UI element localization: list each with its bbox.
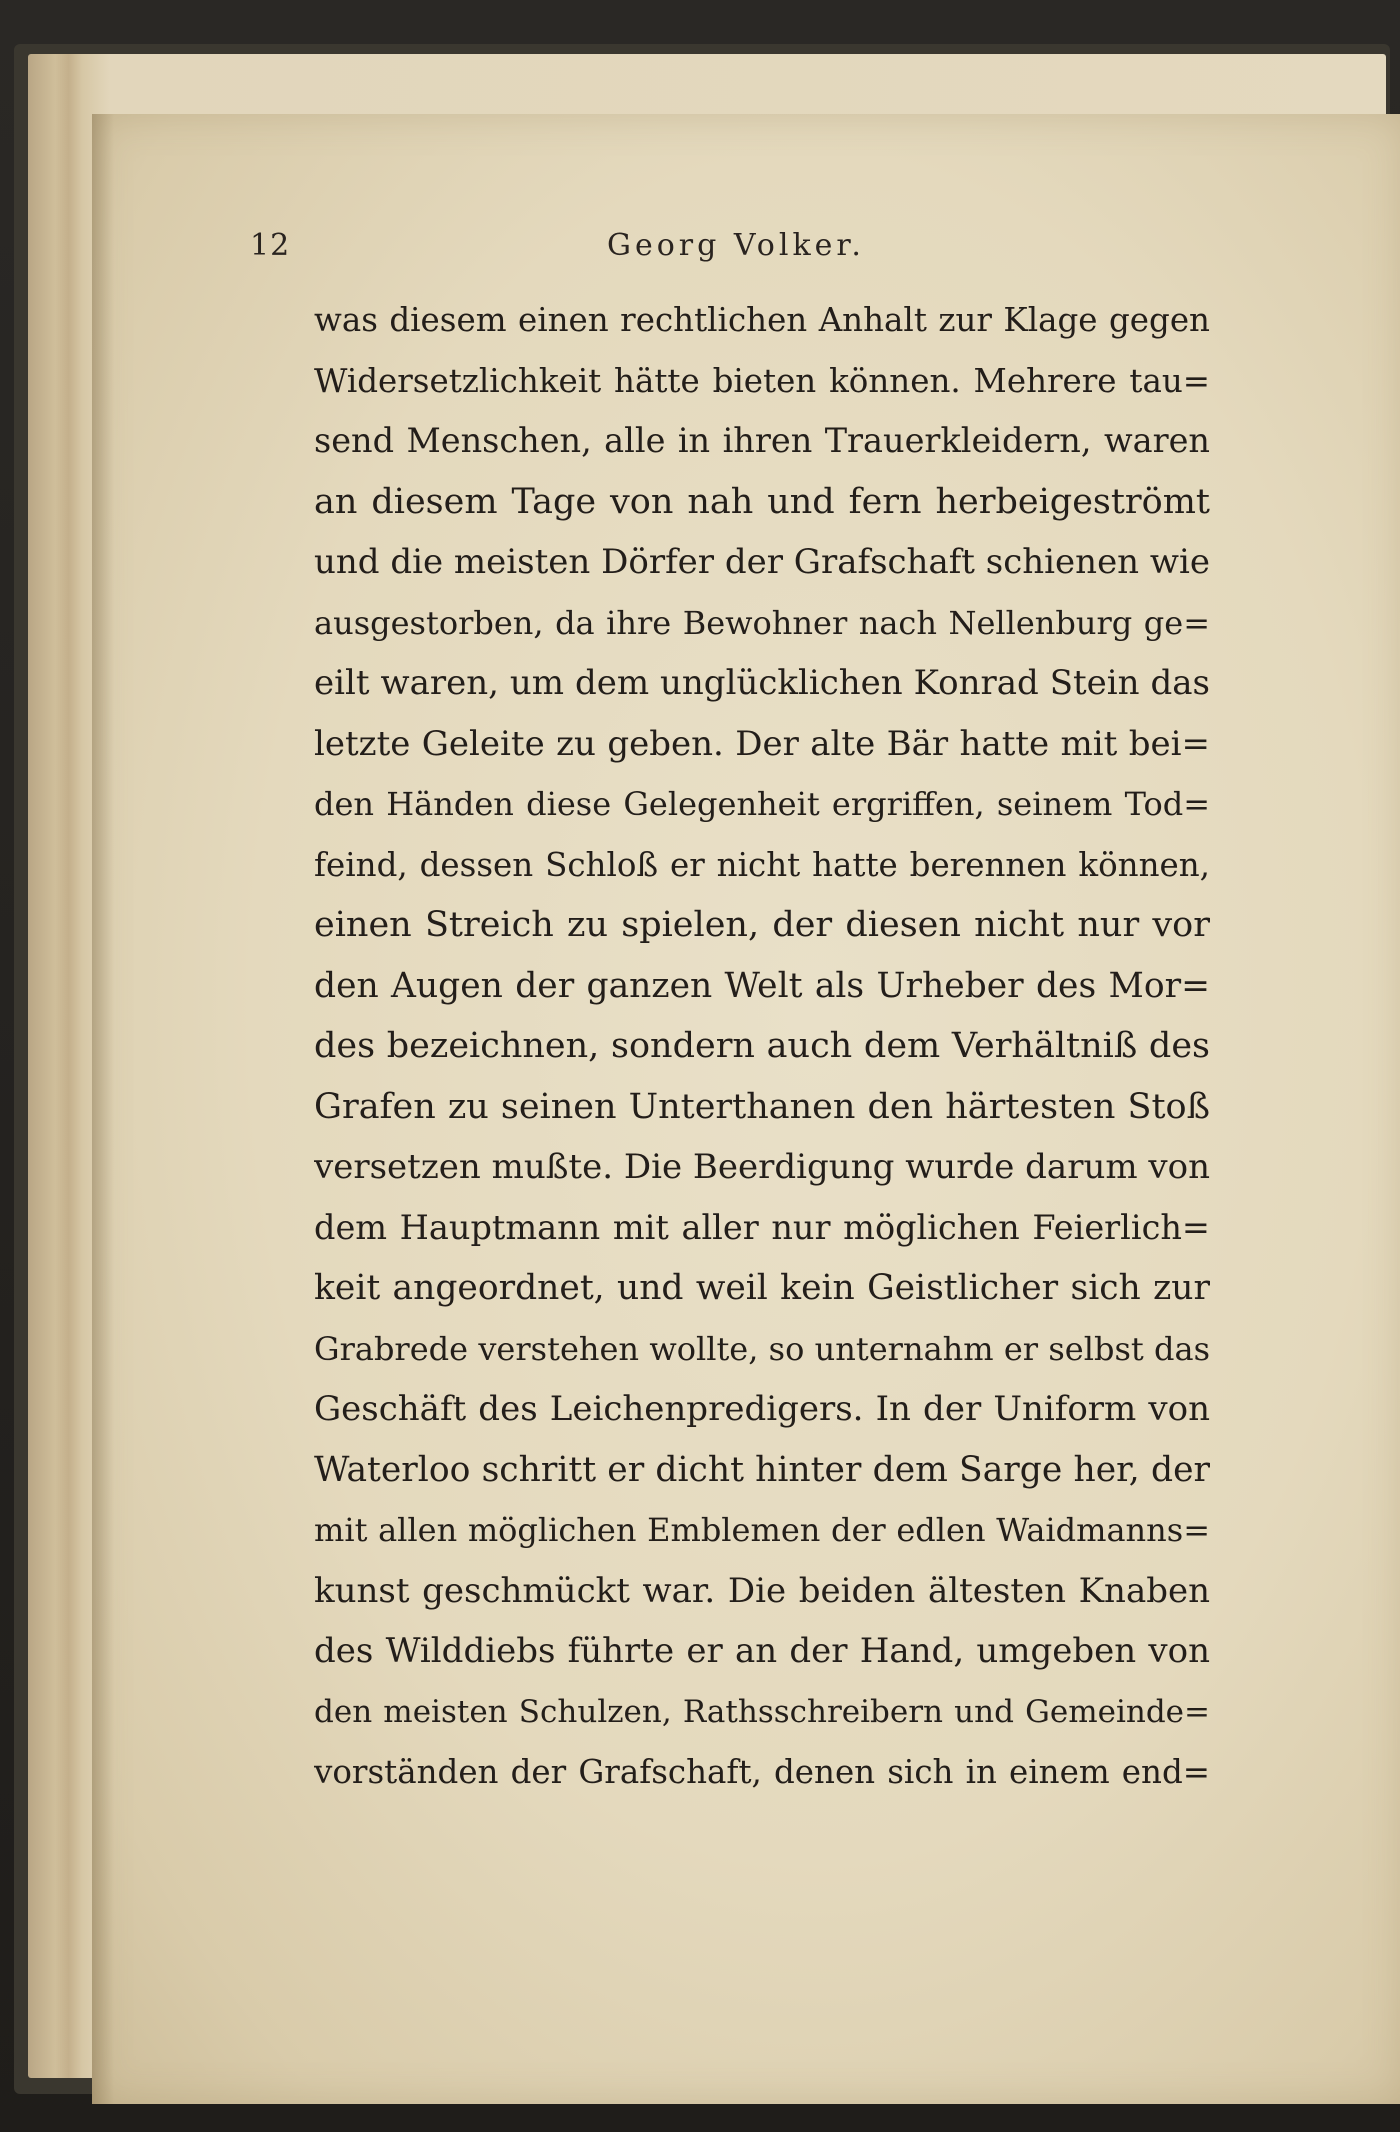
text-line: mit allen möglichen Emblemen der edlen Waidmanns=: [314, 1511, 1210, 1549]
text-line: des Wilddiebs führte er an der Hand, umgeben von: [314, 1631, 1210, 1671]
text-line: des bezeichnen, sondern auch dem Verhältniß des: [314, 1026, 1210, 1066]
text-line: den meisten Schulzen, Rathsschreibern und Gemeinde=: [314, 1693, 1210, 1730]
text-line: versetzen mußte. Die Beerdigung wurde darum von: [314, 1147, 1210, 1187]
text-line: Widersetzlichkeit hätte bieten können. Mehrere tau=: [314, 361, 1210, 400]
running-title: Georg Volker.: [607, 228, 865, 263]
text-line: ausgestorben, da ihre Bewohner nach Nellenburg ge=: [314, 603, 1210, 642]
text-line: und die meisten Dörfer der Grafschaft schienen wie: [314, 542, 1210, 582]
text-line: kunst geschmückt war. Die beiden ältesten Knaben: [314, 1570, 1210, 1611]
text-line: letzte Geleite zu geben. Der alte Bär hatte mit bei=: [314, 723, 1210, 764]
text-line: Grafen zu seinen Unterthanen den härtesten Stoß: [314, 1086, 1210, 1127]
text-line: eilt waren, um dem unglücklichen Konrad Stein das: [314, 663, 1210, 703]
text-line: vorständen der Grafschaft, denen sich in einem end=: [314, 1753, 1210, 1791]
page-number: 12: [250, 228, 291, 263]
text-line: Grabrede verstehen wollte, so unternahm er selbst das: [314, 1329, 1210, 1368]
running-head: [250, 228, 1222, 272]
text-line: keit angeordnet, und weil kein Geistlicher sich zur: [314, 1268, 1210, 1308]
text-line: was diesem einen rechtlichen Anhalt zur Klage gegen: [314, 301, 1210, 339]
text-line: Geschäft des Leichenpredigers. In der Uniform von: [314, 1389, 1210, 1429]
text-line: an diesem Tage von nah und fern herbeigeströmt: [314, 481, 1210, 522]
text-line: den Augen der ganzen Welt als Urheber des Mor=: [314, 965, 1210, 1006]
body-text: [314, 290, 1210, 1803]
text-line: den Händen diese Gelegenheit ergriffen, seinem Tod=: [314, 785, 1210, 823]
text-line: Waterloo schritt er dicht hinter dem Sarge her, der: [314, 1449, 1210, 1490]
text-line: send Menschen, alle in ihren Trauerkleidern, waren: [314, 421, 1210, 460]
text-line: feind, dessen Schloß er nicht hatte berennen können,: [314, 845, 1210, 884]
text-line: einen Streich zu spielen, der diesen nicht nur vor: [314, 905, 1210, 945]
text-line: dem Hauptmann mit aller nur möglichen Feierlich=: [314, 1207, 1210, 1247]
